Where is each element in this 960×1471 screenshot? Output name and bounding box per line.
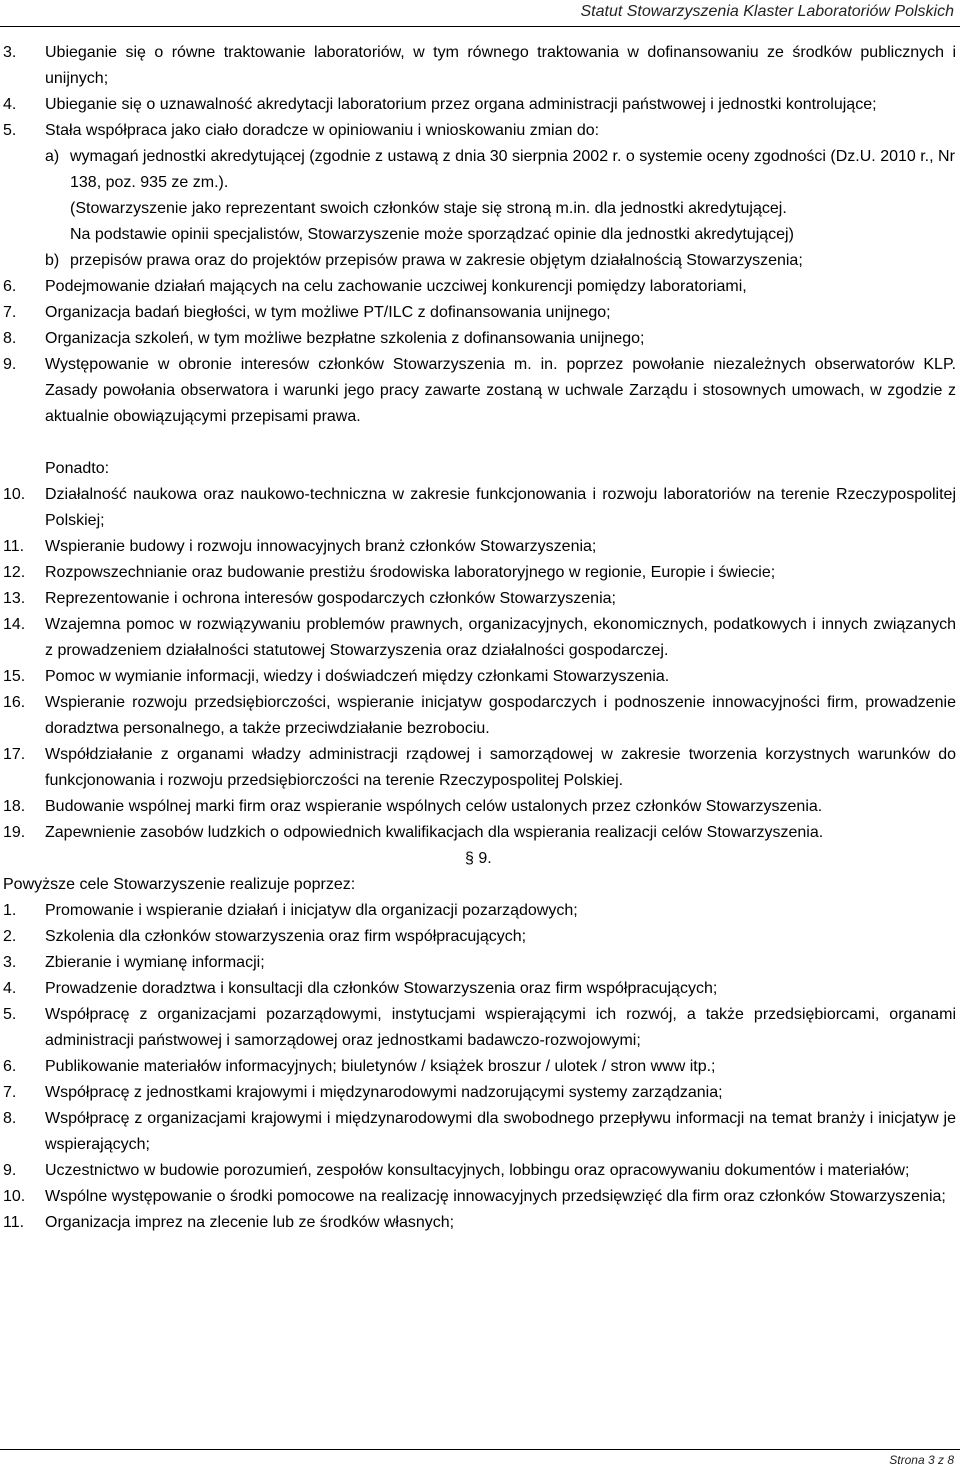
sub-item-note: Na podstawie opinii specjalistów, Stowarzyszenie może sporządzać opinie dla jednostki akredytującej) (70, 226, 794, 243)
item-text: Szkolenia dla członków stowarzyszenia oraz firm współpracujących; (45, 928, 527, 945)
list-item (3, 1158, 956, 1184)
list-item (3, 976, 956, 1002)
list-item (3, 1106, 956, 1158)
item-text: Współdziałanie z organami władzy administracji rządowej i samorządowej w zakresie tworzenia korzystnych warunków do funkcjonowania i rozwoju przedsiębiorczości na terenie Rzeczypospolitej Polskiej. (45, 746, 956, 789)
item-text: Współpracę z jednostkami krajowymi i międzynarodowymi nadzorującymi systemy zarządzania; (45, 1084, 723, 1101)
list-item (3, 690, 956, 742)
item-number: 3. (3, 954, 17, 971)
item-number: 5. (3, 122, 17, 139)
item-text: Wzajemna pomoc w rozwiązywaniu problemów prawnych, organizacyjnych, ekonomicznych, podatkowych i innych związanych z prowadzeniem działalności statutowej Stowarzyszenia oraz działalności gospodarczej. (45, 616, 956, 659)
sub-item-letter: b) (45, 252, 60, 269)
sub-item-text: wymagań jednostki akredytującej (zgodnie z ustawą z dnia 30 sierpnia 2002 r. o systemie oceny zgodności (Dz.U. 2010 r., Nr 138, poz. 935 ze zm.). (70, 148, 955, 191)
means-list (3, 898, 956, 1236)
list-item (3, 482, 956, 534)
sub-item-a (45, 144, 956, 248)
item-number: 10. (3, 1188, 26, 1205)
sub-item-b (45, 248, 956, 274)
running-header: Statut Stowarzyszenia Klaster Laboratoriów Polskich (580, 3, 954, 20)
list-item (3, 1184, 956, 1210)
ponadto-label: Ponadto: (45, 460, 110, 477)
list-item (3, 742, 956, 794)
item-number: 14. (3, 616, 26, 633)
list-item (3, 92, 956, 118)
list-item (3, 586, 956, 612)
list-item (3, 950, 956, 976)
sub-item-letter: a) (45, 148, 60, 165)
list-item (3, 1054, 956, 1080)
list-item (3, 1080, 956, 1106)
list-item (3, 924, 956, 950)
item-text: Budowanie wspólnej marki firm oraz wspieranie wspólnych celów ustalonych przez członków Stowarzyszenia. (45, 798, 823, 815)
section-intro: Powyższe cele Stowarzyszenie realizuje poprzez: (3, 876, 356, 893)
list-item (3, 274, 956, 300)
item-number: 5. (3, 1006, 17, 1023)
list-item (3, 820, 956, 846)
list-item (3, 794, 956, 820)
item-number: 1. (3, 902, 17, 919)
list-item (3, 326, 956, 352)
list-item (3, 612, 956, 664)
item-text: Pomoc w wymianie informacji, wiedzy i doświadczeń między członkami Stowarzyszenia. (45, 668, 670, 685)
item-text: Działalność naukowa oraz naukowo-techniczna w zakresie funkcjonowania i rozwoju laboratoriów na terenie Rzeczypospolitej Polskiej; (45, 486, 956, 529)
item-text: Uczestnictwo w budowie porozumień, zespołów konsultacyjnych, lobbingu oraz opracowywaniu dokumentów i materiałów; (45, 1162, 910, 1179)
item-number: 18. (3, 798, 26, 815)
list-item (3, 1210, 956, 1236)
item-text: Ubieganie się o uznawalność akredytacji laboratorium przez organa administracji państwowej i jednostki kontrolujące; (45, 96, 877, 113)
item-number: 11. (3, 538, 25, 555)
item-number: 9. (3, 356, 17, 373)
item-number: 3. (3, 44, 17, 61)
item-text: Zbieranie i wymianę informacji; (45, 954, 265, 971)
item-text: Promowanie i wspieranie działań i inicjatyw dla organizacji pozarządowych; (45, 902, 578, 919)
item-text: Współpracę z organizacjami pozarządowymi, instytucjami wspierającymi ich rozwój, a także przedsiębiorcami, organami administracji państwowej i samorządowej oraz jednostkami badawczo-rozwojowymi; (45, 1006, 956, 1049)
item-text: Stała współpraca jako ciało doradcze w opiniowaniu i wnioskowaniu zmian do: (45, 122, 600, 139)
list-item (3, 40, 956, 92)
sub-item-note: (Stowarzyszenie jako reprezentant swoich członków staje się stroną m.in. dla jednostki akredytującej. (70, 200, 787, 217)
item-number: 13. (3, 590, 26, 607)
list-item (3, 300, 956, 326)
item-number: 8. (3, 330, 17, 347)
item-number: 11. (3, 1214, 25, 1231)
item-text: Współpracę z organizacjami krajowymi i międzynarodowymi dla swobodnego przepływu informacji na temat branży i inicjatyw je wspierających; (45, 1110, 956, 1153)
item-number: 16. (3, 694, 26, 711)
list-item (3, 560, 956, 586)
item-text: Prowadzenie doradztwa i konsultacji dla członków Stowarzyszenia oraz firm współpracujących; (45, 980, 718, 997)
item-text: Wspieranie rozwoju przedsiębiorczości, wspieranie inicjatyw gospodarczych i podnoszenie innowacyjności firm, prowadzenie doradztwa personalnego, a także przeciwdziałanie bezrobociu. (45, 694, 956, 737)
page-number: Strona 3 z 8 (889, 1453, 954, 1467)
item-number: 19. (3, 824, 26, 841)
list-item (3, 352, 956, 430)
item-number: 8. (3, 1110, 17, 1127)
spacer (3, 430, 956, 456)
goals-list-1 (3, 40, 956, 144)
goals-list-3 (3, 482, 956, 846)
list-item (3, 664, 956, 690)
item-text: Publikowanie materiałów informacyjnych; biuletynów / książek broszur / ulotek / stron www itp.; (45, 1058, 716, 1075)
item-number: 2. (3, 928, 17, 945)
item-number: 7. (3, 1084, 17, 1101)
document-body (3, 40, 956, 1236)
item-number: 4. (3, 980, 17, 997)
list-item (3, 118, 956, 144)
header-rule (0, 26, 960, 27)
sub-item-text: przepisów prawa oraz do projektów przepisów prawa w zakresie objętym działalnością Stowarzyszenia; (70, 252, 803, 269)
item-text: Organizacja imprez na zlecenie lub ze środków własnych; (45, 1214, 455, 1231)
item-text: Wspólne występowanie o środki pomocowe na realizację innowacyjnych przedsięwzięć dla firm oraz członków Stowarzyszenia; (45, 1188, 946, 1205)
item-text: Podejmowanie działań mających na celu zachowanie uczciwej konkurencji pomiędzy laboratoriami, (45, 278, 747, 295)
item5-sublist (3, 144, 956, 274)
item-text: Rozpowszechnianie oraz budowanie prestiżu środowiska laboratoryjnego w regionie, Europie i świecie; (45, 564, 776, 581)
item-text: Wspieranie budowy i rozwoju innowacyjnych branż członków Stowarzyszenia; (45, 538, 597, 555)
item-text: Występowanie w obronie interesów członków Stowarzyszenia m. in. poprzez powołanie niezależnych obserwatorów KLP. Zasady powołania obserwatora i warunki jego pracy zawarte zostaną w uchwale Zarządu i stosownych umowach, w zgodzie z aktualnie obowiązującymi przepisami prawa. (45, 356, 956, 425)
item-number: 9. (3, 1162, 17, 1179)
item-text: Organizacja badań biegłości, w tym możliwe PT/ILC z dofinansowania unijnego; (45, 304, 611, 321)
goals-list-2 (3, 274, 956, 430)
item-number: 6. (3, 1058, 17, 1075)
list-item (3, 534, 956, 560)
item-text: Ubieganie się o równe traktowanie laboratoriów, w tym równego traktowania w dofinansowaniu ze środków publicznych i unijnych; (45, 44, 956, 87)
section-heading: § 9. (465, 850, 492, 867)
item-number: 6. (3, 278, 17, 295)
list-item (3, 1002, 956, 1054)
item-number: 12. (3, 564, 26, 581)
footer-rule (0, 1449, 960, 1450)
item-number: 4. (3, 96, 17, 113)
item-number: 7. (3, 304, 17, 321)
item-number: 10. (3, 486, 26, 503)
item-text: Reprezentowanie i ochrona interesów gospodarczych członków Stowarzyszenia; (45, 590, 616, 607)
list-item (3, 898, 956, 924)
item-text: Organizacja szkoleń, w tym możliwe bezpłatne szkolenia z dofinansowania unijnego; (45, 330, 645, 347)
item-number: 17. (3, 746, 26, 763)
item-number: 15. (3, 668, 26, 685)
item-text: Zapewnienie zasobów ludzkich o odpowiednich kwalifikacjach dla wspierania realizacji celów Stowarzyszenia. (45, 824, 824, 841)
